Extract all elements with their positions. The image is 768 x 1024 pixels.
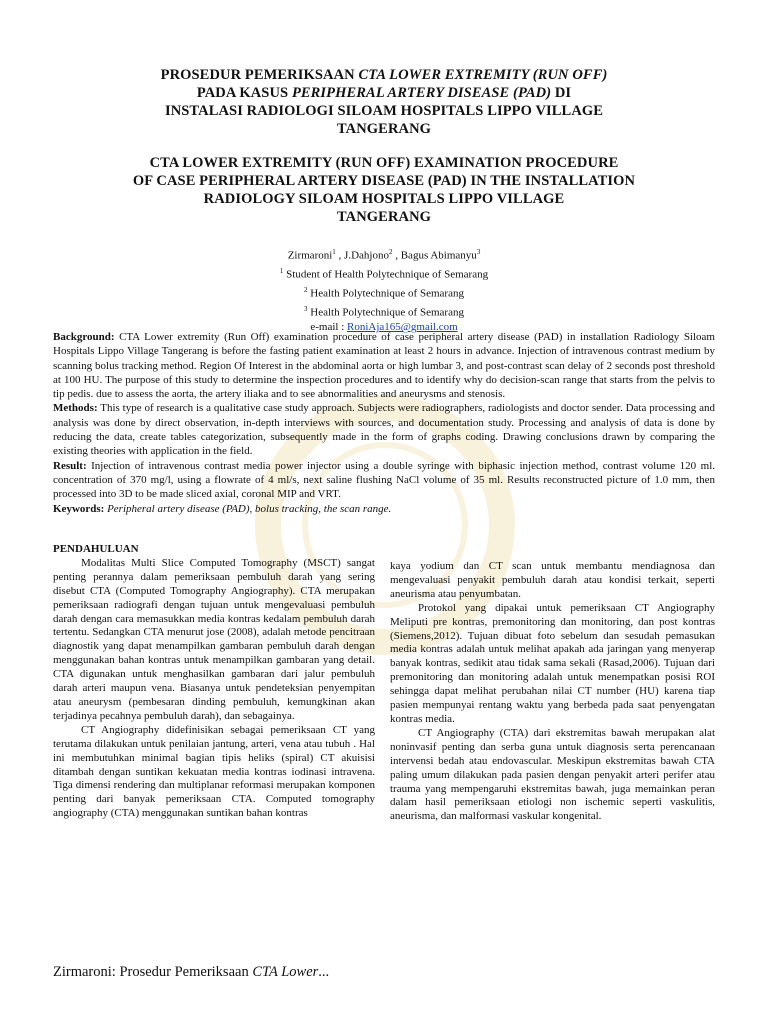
paragraph: Protokol yang dipakai untuk pemeriksaan CT Angiography Meliputi pre kontras, premonitoring dan monitoring, dan post kontras (Siemens,2012). Tujuan dibuat foto sebelum dan sesudah pemasukan media kontras adalah untuk melihat apakah ada jaringan yang menyerap banyak kontras, sedikit atau tidak sama sekali (Rasad,2006). Tujuan dari premonitoring dan monitoring adalah untuk menempatkan posisi ROI sehingga dapat melihat perubahan nilai CT number (HU) karena tiap pasien mempunyai rentang waktu yang berbeda pada saat penyengatan kontras media. (390, 601, 715, 725)
title-id-line1-italic: CTA LOWER EXTREMITY (RUN OFF) (358, 67, 608, 83)
title-english (60, 154, 708, 226)
title-id-line2-text: PADA KASUS (196, 85, 292, 101)
title-en-line2: OF CASE PERIPHERAL ARTERY DISEASE (PAD) IN THE INSTALLATION (132, 173, 636, 189)
title-en-line4: TANGERANG (336, 209, 432, 225)
title-id-line4: TANGERANG (336, 121, 432, 137)
email-line: e-mail : RoniAja165@gmail.com (310, 321, 458, 334)
email-link[interactable]: RoniAja165@gmail.com (347, 321, 458, 334)
title-en-line3: RADIOLOGY SILOAM HOSPITALS LIPPO VILLAGE (203, 191, 565, 207)
title-id-line3: INSTALASI RADIOLOGI SILOAM HOSPITALS LIPPO VILLAGE (164, 103, 604, 119)
paragraph: Modalitas Multi Slice Computed Tomography (MSCT) sangat penting perannya dalam pemeriksaan pembuluh darah yang sering disebut CTA (Computed Tomography Angiography). CTA merupakan pemeriksaan radiografi dengan tujuan untuk mengevaluasi pembuluh darah dengan cara memasukkan media kontras kedalam pembuluh darah tertentu. Sedangkan CTA menurut jose (2008), adalah metode pencitraan diagnostik yang dapat menampilkan gambaran pembuluh darah dengan menggunakan bahan kontras untuk menampilkan gambaran yang detail. CTA digunakan untuk menghasilkan gambaran dari jalur pembuluh darah arteri maupun vena. Biasanya untuk pendeteksian penyempitan atau aneurysm (pembesaran dinding pembuluh, kemungkinan akan terjadinya pecahnya pembuluh darah), dan sebagainya. (53, 556, 375, 722)
abstract-background: Background: CTA Lower extremity (Run Off) examination procedure of case peripheral artery disease (PAD) in installation Radiology Siloam Hospitals Lippo Village Tangerang is before the fasting patient examination at least 2 hours in advance. Injection of intravenous contrast medium by scanning bolus tracking method. Region Of Interest in the abdominal aorta or high lumbar 3, and post-contrast scan delay of 2 seconds post threshold at 100 HU. The purpose of this study to determine the inspection procedures and to identify why do decision-scan range that starts from the pelvis to tip pedis. due to assess the aorta, the artery iliaka and to see abnormalities and aneurysms and stenosis. (53, 331, 715, 401)
affiliation-1: $^1$ Student of Health Polytechnique of Semarang (279, 266, 489, 281)
running-footer: Zirmaroni: Prosedur Pemeriksaan CTA Lower... (53, 964, 330, 980)
title-indonesian (60, 66, 708, 138)
affiliation-2: $^2$ Health Polytechnique of Semarang (304, 285, 464, 300)
abstract-keywords: Keywords: Peripheral artery disease (PAD), bolus tracking, the scan range. (53, 502, 392, 515)
author-names: Zirmaroni$^1$ , J.Dahjono$^2$ , Bagus Abimanyu$^3$ (287, 248, 481, 262)
body-column-left (53, 543, 375, 821)
title-en-line1: CTA LOWER EXTREMITY (RUN OFF) EXAMINATION PROCEDURE (149, 155, 619, 171)
abstract (53, 330, 715, 516)
title-id-line2-italic: PERIPHERAL ARTERY DISEASE (PAD) (291, 85, 552, 101)
affiliation-3: $^3$ Health Polytechnique of Semarang (304, 304, 464, 319)
body-column-right (390, 560, 715, 824)
abstract-result: Result: Injection of intravenous contrast media power injector using a double syringe with biphasic injection method, contrast volume 120 ml. concentration of 370 mg/l, using a flowrate of 4 ml/s, next saline flushing NaCl volume of 35 ml. Results reconstructed picture of 1.0 mm, then processed into 3D to be made sliced axial, coronal MIP and VRT. (53, 459, 715, 501)
paragraph: CT Angiography (CTA) dari ekstremitas bawah merupakan alat noninvasif penting dan serba guna untuk diagnosis serta perencanaan intervensi bedah atau endovascular. Meskipun ekstremitas bawah CTA paling umum dilakukan pada pasien dengan penyakit arteri perifer atau trauma yang mempengaruhi ekstremitas bawah, juga memainkan peran dalam hasil pemeriksaan etiologi non ischemic seperti vaskulitis, aneurisma, dan malformasi vaskular kongenital. (390, 726, 715, 823)
title-id-line1-text: PROSEDUR PEMERIKSAAN (160, 67, 359, 83)
title-id-line2-end: DI (551, 85, 572, 101)
abstract-methods: Methods: This type of research is a qualitative case study approach. Subjects were radiographers, radiologists and doctor sender. Data processing and analysis was done by direct observation, in-depth interviews with sources, and documentation study. Processing and analysis of data is done by reducing the data, create tables categorization, subsequently made in the form of graphs coding. Drawing conclusions drawn by comparing the existing theories with application in the field. (53, 402, 715, 458)
section-heading: PENDAHULUAN (53, 543, 139, 555)
paragraph: kaya yodium dan CT scan untuk membantu mendiagnosa dan mengevaluasi penyakit pembuluh darah atau kondisi terkait, seperti aneurisma atau penyumbatan. (390, 560, 715, 600)
paragraph: CT Angiography didefinisikan sebagai pemeriksaan CT yang terutama dilakukan untuk penilaian jantung, arteri, vena atau tubuh . Hal ini membutuhkan minimal bagian tipis heliks (spiral) CT akuisisi ditambah dengan suntikan kekuatan media kontras iodinasi intravena. Tiga dimensi rendering dan multiplanar reformasi merupakan komponen penting dari banyak pemeriksaan CTA. Computed tomography angiography (CTA) menggunakan suntikan bahan kontras (53, 723, 375, 820)
author-block (200, 245, 568, 336)
